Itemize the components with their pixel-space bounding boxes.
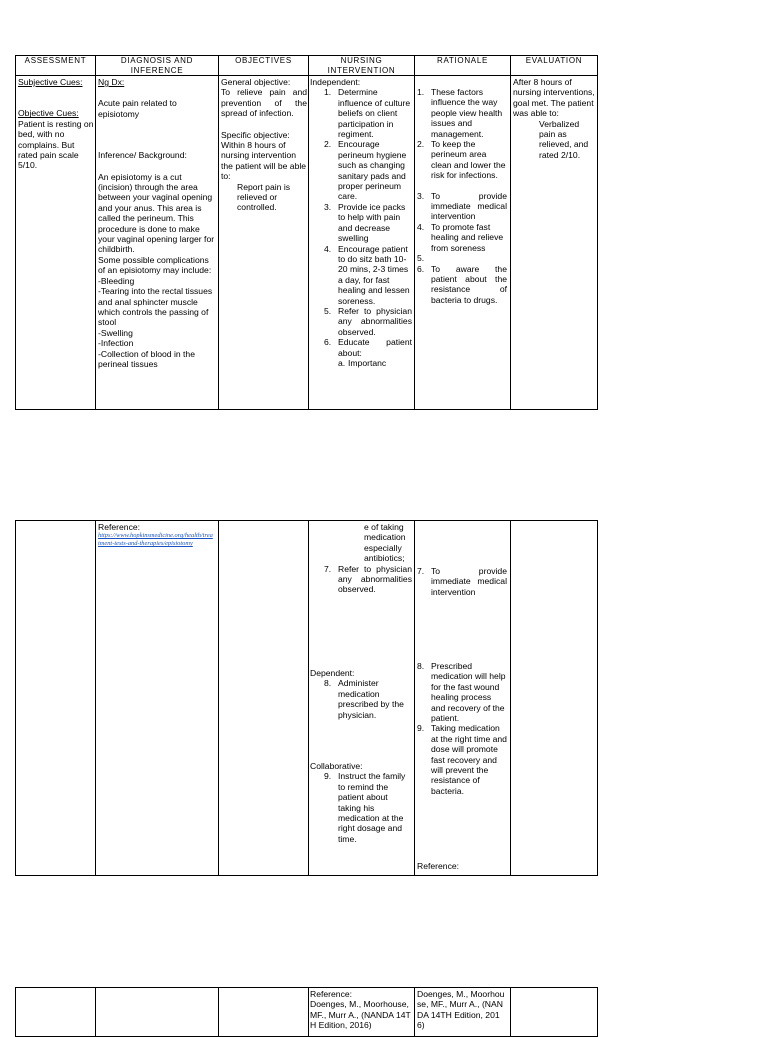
column-divider bbox=[414, 988, 415, 1036]
item-number: 8. bbox=[324, 678, 332, 689]
reference-label: Reference: bbox=[98, 522, 141, 532]
complication-item: -Swelling bbox=[98, 327, 133, 338]
complication-item: -Bleeding bbox=[98, 275, 135, 286]
item-number: 6. bbox=[417, 263, 425, 274]
evaluation-item: Verbalized pain as relieved, and rated 2/10. bbox=[539, 118, 589, 160]
item-text: To keep the perineum area clean and lower the risk for infections. bbox=[431, 139, 506, 181]
rationale-item bbox=[417, 723, 507, 796]
intervention-item bbox=[324, 771, 412, 844]
complication-item: -Collection of blood in the perineal tissues bbox=[98, 348, 195, 369]
intervention-item bbox=[324, 202, 412, 244]
intervention-item bbox=[324, 244, 412, 306]
intervention-continued-text: e of taking medication especially antibiotics; bbox=[364, 522, 406, 564]
reference-text: Doenges, M., Moorhouse, MF., Murr A., (NANDA 14TH Edition, 2016) bbox=[310, 999, 411, 1031]
rationale-list bbox=[417, 87, 507, 305]
dependent-list bbox=[310, 678, 412, 720]
item-text: Refer to physician any abnormalities observed. bbox=[338, 563, 412, 595]
column-divider bbox=[308, 988, 309, 1036]
collaborative-list bbox=[310, 771, 412, 844]
item-number: 8. bbox=[417, 661, 425, 671]
care-plan-table-page-3 bbox=[15, 987, 598, 1037]
item-number: 6. bbox=[324, 337, 332, 348]
assessment-cell bbox=[18, 77, 94, 171]
rationale-item bbox=[417, 191, 507, 222]
reference-label: Reference: bbox=[310, 989, 353, 999]
intervention-cell-cont bbox=[310, 522, 412, 595]
column-divider bbox=[308, 56, 309, 409]
intervention-list-cont bbox=[310, 564, 412, 595]
rationale-reference-cell bbox=[417, 989, 507, 1031]
rationale-item bbox=[417, 139, 507, 181]
specific-objective-item: Report pain is relieved or controlled. bbox=[237, 181, 291, 213]
item-number: 5. bbox=[324, 305, 332, 316]
intervention-cell bbox=[310, 77, 412, 368]
item-number: 7. bbox=[324, 563, 332, 574]
reference-text: Doenges, M., Moorhouse, MF., Murr A., (NANDA 14TH Edition, 2016) bbox=[417, 989, 505, 1031]
intervention-item bbox=[324, 306, 412, 337]
item-text: Taking medication at the right time and dose will promote fast recovery and will prevent the resistance of bacteria. bbox=[431, 723, 507, 796]
column-divider bbox=[218, 988, 219, 1036]
column-divider bbox=[414, 521, 415, 875]
item-number: 4. bbox=[324, 243, 332, 254]
diagnosis-reference-cell bbox=[98, 522, 216, 547]
header-objectives: OBJECTIVES bbox=[235, 56, 292, 65]
column-divider bbox=[414, 56, 415, 409]
collaborative-label: Collaborative: bbox=[310, 761, 363, 771]
general-objective-text: To relieve pain and prevention of the spread of infection. bbox=[221, 87, 307, 119]
header-diagnosis: DIAGNOSIS AND INFERENCE bbox=[120, 56, 194, 75]
nursing-diagnosis-label: Ng Dx: bbox=[98, 77, 125, 87]
inference-paragraph: An episiotomy is a cut (incision) through the area between your vaginal opening and your anus. This area is called the perineum. This procedure is done to make your vaginal opening larger for childbirth. bbox=[98, 171, 215, 255]
item-text: Educate patient about: bbox=[338, 337, 412, 358]
intervention-item bbox=[324, 337, 412, 358]
general-objective-label: General objective: bbox=[221, 77, 291, 87]
header-rationale: RATIONALE bbox=[436, 56, 489, 65]
rationale-reference: Reference: bbox=[417, 861, 460, 871]
item-text: To provide immediate medical intervention bbox=[431, 566, 507, 597]
column-divider bbox=[308, 521, 309, 875]
item-number: a. bbox=[338, 357, 346, 368]
column-divider bbox=[218, 56, 219, 409]
collaborative-cell bbox=[310, 761, 412, 844]
rationale-item bbox=[417, 661, 507, 723]
item-number: 2. bbox=[417, 139, 425, 150]
item-text: Refer to physician any abnormalities observed. bbox=[338, 305, 412, 337]
dependent-label: Dependent: bbox=[310, 668, 355, 678]
specific-objective-label: Specific objective: bbox=[221, 129, 290, 140]
care-plan-table-page-2 bbox=[15, 520, 598, 876]
column-divider bbox=[218, 521, 219, 875]
item-number: 9. bbox=[324, 771, 332, 782]
column-divider bbox=[95, 988, 96, 1036]
rationale-list-cont bbox=[417, 566, 507, 597]
rationale-cell-cont-2 bbox=[417, 661, 507, 796]
dependent-cell bbox=[310, 668, 412, 720]
item-number: 1. bbox=[324, 87, 332, 98]
header-divider bbox=[16, 75, 597, 76]
complication-item: -Tearing into the rectal tissues and anal sphincter muscle which controls the passing of stool bbox=[98, 286, 213, 328]
intervention-list bbox=[310, 87, 412, 358]
independent-label: Independent: bbox=[310, 77, 361, 87]
item-number: 9. bbox=[417, 723, 425, 734]
item-text: To provide immediate medical intervention bbox=[431, 190, 507, 222]
reference-link[interactable]: https://www.hopkinsmedicine.org/health/treatment-tests-and-therapies/episiotomy bbox=[98, 532, 213, 547]
column-divider bbox=[510, 56, 511, 409]
complications-intro: Some possible complications of an episiotomy may include: bbox=[98, 254, 212, 276]
evaluation-text: After 8 hours of nursing interventions, goal met. The patient was able to: bbox=[513, 77, 595, 119]
item-number: 4. bbox=[417, 221, 425, 232]
item-text: Encourage patient to do sitz bath 10-20 mins, 2-3 times a day, for fast healing and lessen soreness. bbox=[338, 243, 410, 306]
intervention-subitem bbox=[338, 358, 412, 368]
item-number: 5. bbox=[417, 253, 425, 264]
column-divider bbox=[510, 988, 511, 1036]
rationale-item bbox=[417, 264, 507, 306]
header-assessment: ASSESSMENT bbox=[24, 56, 87, 65]
header-intervention: NURSING INTERVENTION bbox=[327, 56, 396, 75]
column-divider bbox=[95, 521, 96, 875]
intervention-item bbox=[324, 678, 412, 720]
intervention-item bbox=[324, 564, 412, 595]
intervention-reference-cell bbox=[310, 989, 412, 1031]
rationale-cell bbox=[417, 87, 507, 305]
intervention-item bbox=[324, 139, 412, 201]
rationale-item bbox=[417, 253, 507, 263]
column-divider bbox=[95, 56, 96, 409]
item-number: 1. bbox=[417, 87, 425, 97]
rationale-cell-cont bbox=[417, 566, 507, 597]
item-text: Provide ice packs to help with pain and decrease swelling bbox=[338, 201, 406, 244]
inference-label: Inference/ Background: bbox=[98, 150, 187, 161]
nursing-diagnosis-text: Acute pain related to episiotomy bbox=[98, 98, 177, 119]
header-evaluation: EVALUATION bbox=[525, 56, 583, 65]
column-divider bbox=[510, 521, 511, 875]
diagnosis-cell bbox=[98, 77, 216, 369]
item-text: Importanc bbox=[348, 357, 387, 368]
item-text: To aware the patient about the resistance of bacteria to drugs. bbox=[431, 263, 507, 305]
objective-cues-label: Objective Cues: bbox=[18, 108, 79, 119]
rationale-item bbox=[417, 566, 507, 597]
complication-item: -Infection bbox=[98, 338, 134, 349]
rationale-list-cont-2 bbox=[417, 661, 507, 796]
item-text: Instruct the family to remind the patient about taking his medication at the right dosage and time. bbox=[338, 771, 406, 844]
care-plan-table-page-1 bbox=[15, 55, 598, 410]
objectives-cell bbox=[221, 77, 307, 213]
rationale-item bbox=[417, 222, 507, 253]
rationale-item bbox=[417, 87, 507, 139]
item-text: These factors influence the way people view health issues and management. bbox=[431, 87, 503, 139]
specific-objective-text: Within 8 hours of nursing intervention the patient will be able to: bbox=[221, 140, 307, 182]
subjective-cues-label: Subjective Cues: bbox=[18, 77, 83, 87]
item-text: Encourage perineum hygiene such as changing sanitary pads and proper perineum care. bbox=[338, 139, 407, 202]
item-text: Prescribed medication will help for the fast wound healing process and recovery of the patient. bbox=[431, 661, 506, 724]
item-number: 3. bbox=[417, 190, 425, 201]
item-text: To promote fast healing and relieve from soreness bbox=[431, 221, 504, 253]
item-text: Administer medication prescribed by the physician. bbox=[338, 678, 404, 720]
intervention-sublist bbox=[310, 358, 412, 368]
intervention-item bbox=[324, 87, 412, 139]
item-number: 7. bbox=[417, 566, 425, 576]
item-text: Determine influence of culture beliefs on client participation in regiment. bbox=[338, 87, 411, 140]
evaluation-cell bbox=[513, 77, 597, 160]
item-number: 2. bbox=[324, 139, 332, 150]
item-number: 3. bbox=[324, 201, 332, 212]
objective-cues-text: Patient is resting on bed, with no complains. But rated pain scale 5/10. bbox=[18, 118, 94, 171]
